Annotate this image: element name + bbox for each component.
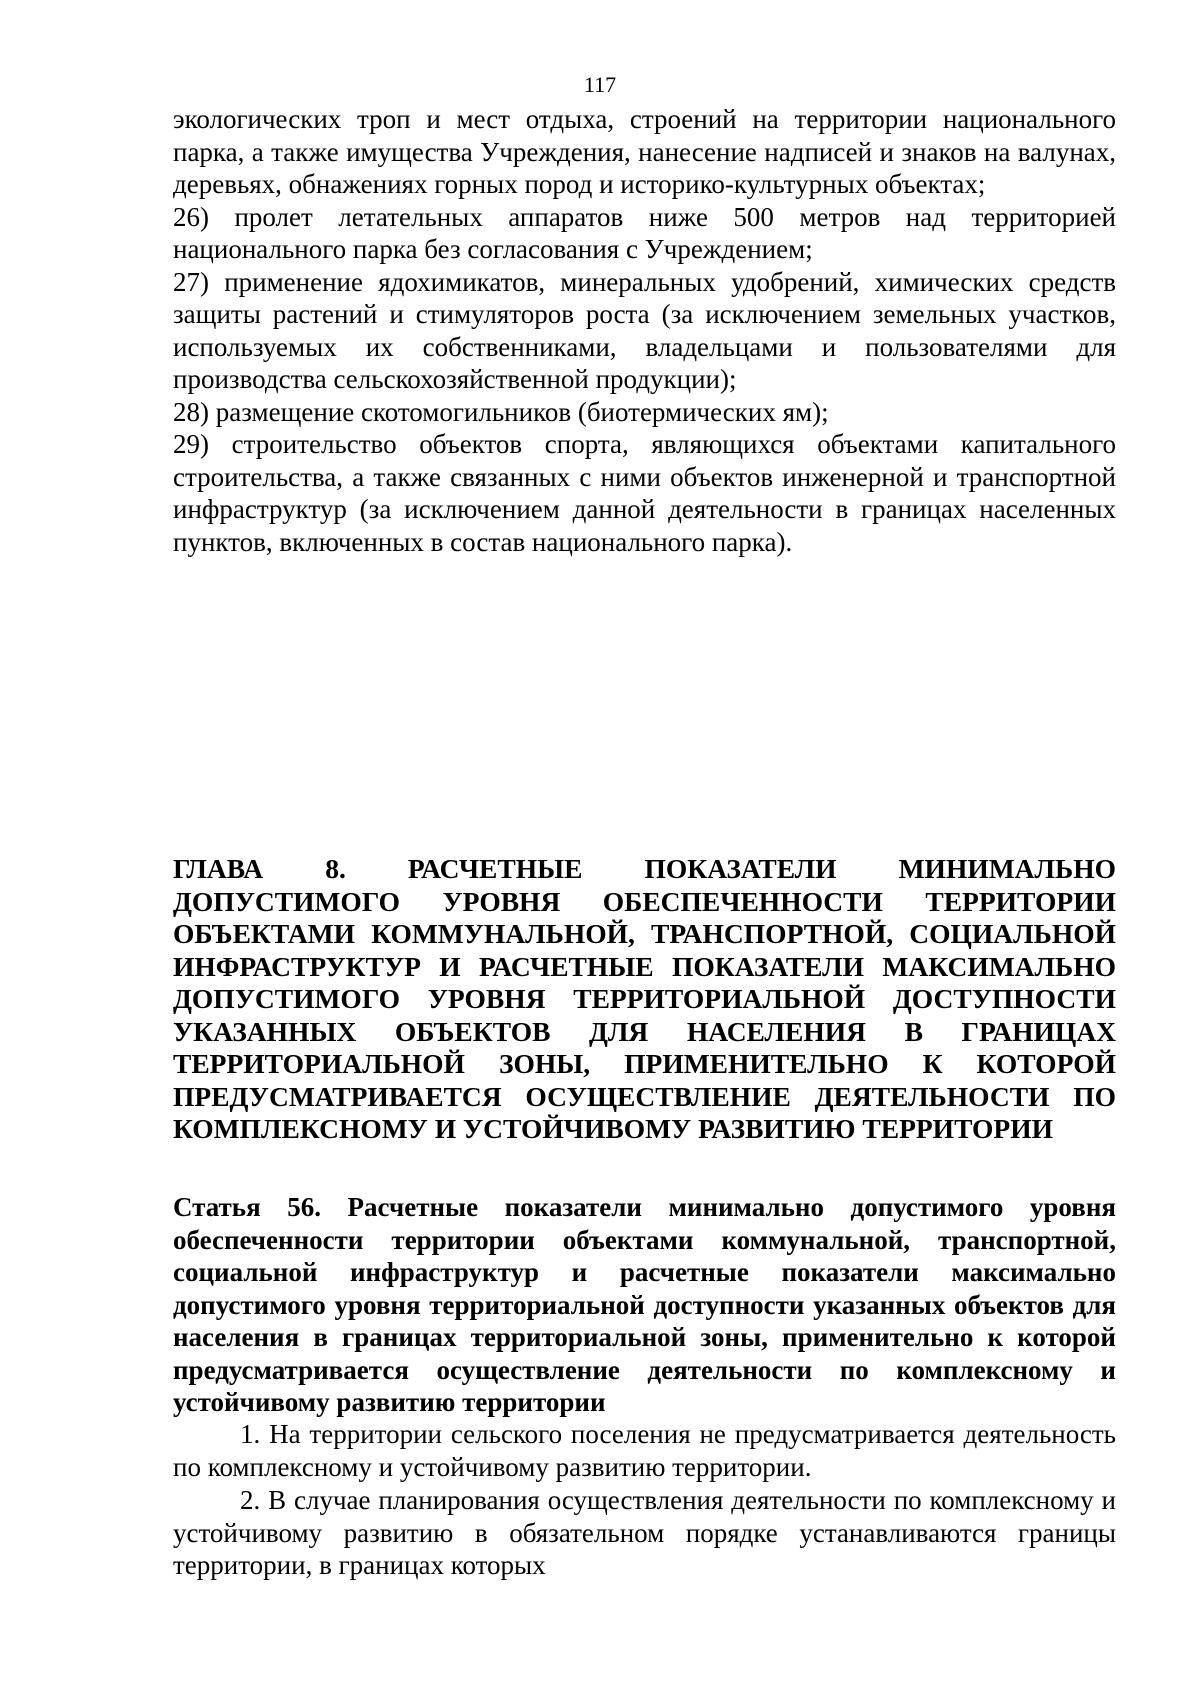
list-item-29: 29) строительство объектов спорта, являющихся объектами капитального строительства, а также связанных с ними объектов инженерной и транспортной инфраструктур (за исключением данной деятельности в границах населенных пунктов, включенных в состав национального парка). (173, 429, 1116, 557)
list-item-27: 27) применение ядохимикатов, минеральных удобрений, химических средств защиты растений и стимуляторов роста (за исключением земельных участков, используемых их собственниками, владельцами и пользователями для производства сельскохозяйственной продукции); (173, 266, 1116, 394)
restrictions-list (173, 103, 1116, 558)
paragraph-continuation: экологических троп и мест отдыха, строений на территории национального парка, а также имущества Учреждения, нанесение надписей и знаков на валунах, деревьях, обнажениях горных пород и историко-культурных объектах; (173, 104, 1116, 199)
numbered-item-2 (173, 1484, 1116, 1582)
chapter-heading: ГЛАВА 8. РАСЧЕТНЫЕ ПОКАЗАТЕЛИ МИНИМАЛЬНО ДОПУСТИМОГО УРОВНЯ ОБЕСПЕЧЕННОСТИ ТЕРРИТОРИИ ОБЪЕКТАМИ КОММУНАЛЬНОЙ, ТРАНСПОРТНОЙ, СОЦИАЛЬНОЙ ИНФРАСТРУКТУР И РАСЧЕТНЫЕ ПОКАЗАТЕЛИ МАКСИМАЛЬНО ДОПУСТИМОГО УРОВНЯ ТЕРРИТОРИАЛЬНОЙ ДОСТУПНОСТИ УКАЗАННЫХ ОБЪЕКТОВ ДЛЯ НАСЕЛЕНИЯ В ГРАНИЦАХ ТЕРРИТОРИАЛЬНОЙ ЗОНЫ, ПРИМЕНИТЕЛЬНО К КОТОРОЙ ПРЕДУСМАТРИВАЕТСЯ ОСУЩЕСТВЛЕНИЕ ДЕЯТЕЛЬНОСТИ ПО КОМПЛЕКСНОМУ И УСТОЙЧИВОМУ РАЗВИТИЮ ТЕРРИТОРИИ (173, 853, 1116, 1144)
list-item-28: 28) размещение скотомогильников (биотермических ям); (173, 396, 829, 427)
article-heading: Статья 56. Расчетные показатели минимально допустимого уровня обеспеченности территории объектами коммунальной, транспортной, социальной инфраструктур и расчетные показатели максимально допустимого уровня территориальной доступности указанных объектов для населения в границах территориальной зоны, применительно к которой предусматривается осуществление деятельности по комплексному и устойчивому развитию территории (173, 1192, 1116, 1417)
numbered-item-1 (173, 1418, 1116, 1483)
list-item-26: 26) пролет летательных аппаратов ниже 500 метров над территорией национального парка без согласования с Учреждением; (173, 201, 1116, 264)
numbered-item-text: 1. На территории сельского поселения не предусматривается деятельность по комплексному и устойчивому развитию территории. (173, 1419, 1116, 1482)
page-number: 117 (583, 72, 617, 97)
numbered-item-text: 2. В случае планирования осуществления деятельности по комплексному и устойчивому развитию в обязательном порядке устанавливаются границы территории, в границах которых (173, 1485, 1116, 1580)
